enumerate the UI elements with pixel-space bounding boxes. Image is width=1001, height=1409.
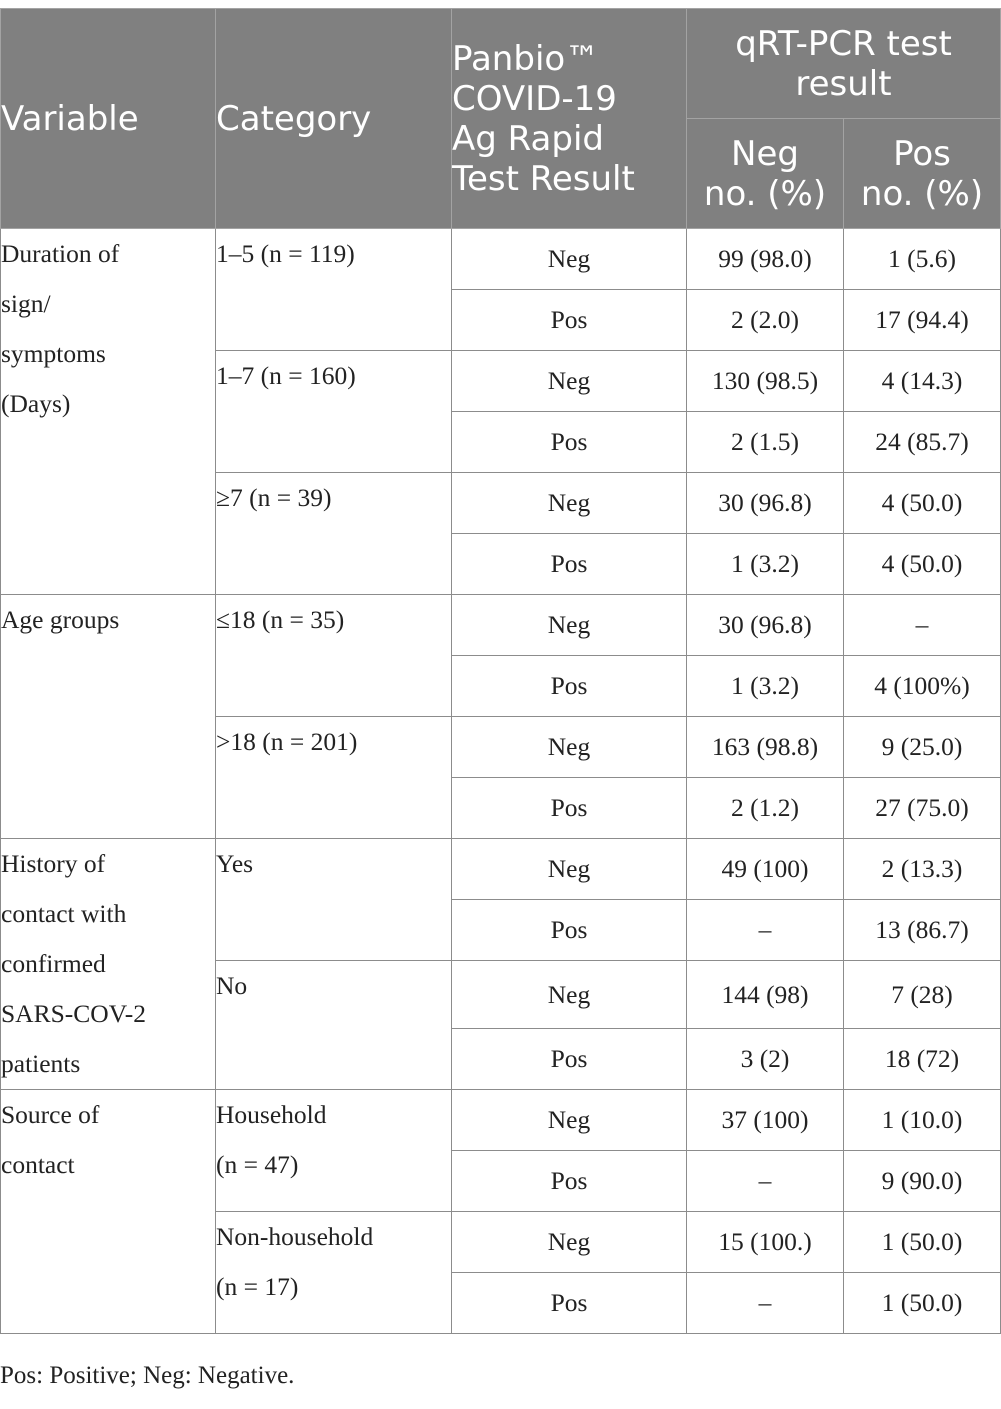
pcr-neg-cell: 163 (98.8): [687, 717, 844, 778]
variable-label-line: confirmed: [1, 949, 106, 978]
table-footnote: Pos: Positive; Neg: Negative.: [0, 1362, 295, 1389]
category-label-line: 1–7 (n = 160): [216, 361, 356, 390]
header-category: Category: [216, 9, 452, 229]
table-row: [1, 595, 1001, 656]
header-pos-line: Pos: [893, 133, 951, 174]
category-label-line: Household: [216, 1100, 327, 1129]
pcr-pos-cell: 4 (50.0): [844, 534, 1001, 595]
pcr-neg-cell: –: [687, 1273, 844, 1334]
pcr-pos-cell: 4 (50.0): [844, 473, 1001, 534]
pcr-pos-cell: 4 (14.3): [844, 351, 1001, 412]
variable-cell: [1, 595, 216, 839]
panbio-result-cell: Pos: [452, 412, 687, 473]
category-cell: [216, 1212, 452, 1334]
panbio-result-cell: Neg: [452, 839, 687, 900]
table-header: [1, 9, 1001, 229]
pcr-neg-cell: 2 (1.2): [687, 778, 844, 839]
pcr-pos-cell: 17 (94.4): [844, 290, 1001, 351]
category-label-line: ≤18 (n = 35): [216, 605, 345, 634]
variable-cell: [1, 1090, 216, 1334]
table-body: [1, 229, 1001, 1334]
category-label-line: Non-household: [216, 1222, 374, 1251]
category-label-line: (n = 47): [216, 1150, 299, 1179]
panbio-result-cell: Pos: [452, 1151, 687, 1212]
header-qrt-line: result: [795, 63, 892, 104]
variable-label-line: Duration of: [1, 239, 120, 268]
header-qrt-pcr: [687, 9, 1001, 119]
pcr-pos-cell: 24 (85.7): [844, 412, 1001, 473]
category-cell: [216, 351, 452, 473]
pcr-neg-cell: 144 (98): [687, 961, 844, 1029]
pcr-pos-cell: 9 (25.0): [844, 717, 1001, 778]
table-row: [1, 839, 1001, 900]
pcr-neg-cell: 30 (96.8): [687, 473, 844, 534]
header-panbio-line: Panbio™: [452, 38, 600, 79]
category-label-line: Yes: [216, 849, 254, 878]
pcr-neg-cell: 3 (2): [687, 1029, 844, 1090]
variable-cell: [1, 839, 216, 1090]
pcr-pos-cell: 18 (72): [844, 1029, 1001, 1090]
panbio-result-cell: Neg: [452, 717, 687, 778]
header-neg-line: no. (%): [703, 173, 827, 214]
pcr-neg-cell: 15 (100.): [687, 1212, 844, 1273]
pcr-pos-cell: 2 (13.3): [844, 839, 1001, 900]
pcr-neg-cell: 1 (3.2): [687, 656, 844, 717]
pcr-pos-cell: 1 (50.0): [844, 1212, 1001, 1273]
panbio-result-cell: Neg: [452, 351, 687, 412]
pcr-neg-cell: 99 (98.0): [687, 229, 844, 290]
panbio-result-cell: Pos: [452, 290, 687, 351]
category-cell: [216, 839, 452, 961]
category-label-line: ≥7 (n = 39): [216, 483, 332, 512]
header-panbio-line: Ag Rapid: [452, 118, 604, 159]
panbio-result-cell: Pos: [452, 1029, 687, 1090]
pcr-pos-cell: 7 (28): [844, 961, 1001, 1029]
pcr-pos-cell: 9 (90.0): [844, 1151, 1001, 1212]
pcr-pos-cell: 27 (75.0): [844, 778, 1001, 839]
category-cell: [216, 229, 452, 351]
pcr-neg-cell: 30 (96.8): [687, 595, 844, 656]
variable-label-line: patients: [1, 1049, 81, 1078]
category-cell: [216, 961, 452, 1090]
variable-label-line: Age groups: [1, 605, 120, 634]
pcr-pos-cell: 4 (100%): [844, 656, 1001, 717]
pcr-neg-cell: –: [687, 900, 844, 961]
variable-label-line: contact: [1, 1150, 75, 1179]
header-panbio-line: COVID-19: [452, 78, 617, 119]
header-pos-line: no. (%): [860, 173, 984, 214]
panbio-result-cell: Neg: [452, 595, 687, 656]
variable-label-line: (Days): [1, 389, 71, 418]
category-label-line: (n = 17): [216, 1272, 299, 1301]
category-label-line: No: [216, 971, 248, 1000]
category-cell: [216, 1090, 452, 1212]
header-qrt-line: qRT-PCR test: [735, 23, 952, 64]
category-label-line: >18 (n = 201): [216, 727, 358, 756]
variable-label-line: symptoms: [1, 339, 106, 368]
pcr-pos-cell: 1 (50.0): [844, 1273, 1001, 1334]
pcr-pos-cell: –: [844, 595, 1001, 656]
panbio-result-cell: Pos: [452, 900, 687, 961]
category-label-line: 1–5 (n = 119): [216, 239, 355, 268]
table-row: [1, 229, 1001, 290]
header-variable: Variable: [1, 9, 216, 229]
panbio-result-cell: Pos: [452, 534, 687, 595]
pcr-neg-cell: 1 (3.2): [687, 534, 844, 595]
panbio-result-cell: Pos: [452, 656, 687, 717]
variable-label-line: History of: [1, 849, 106, 878]
panbio-result-cell: Pos: [452, 778, 687, 839]
variable-label-line: contact with: [1, 899, 127, 928]
panbio-result-cell: Pos: [452, 1273, 687, 1334]
category-cell: [216, 717, 452, 839]
variable-label-line: SARS-COV-2: [1, 999, 147, 1028]
header-panbio-line: Test Result: [452, 158, 635, 199]
variable-label-line: Source of: [1, 1100, 100, 1129]
pcr-neg-cell: 2 (2.0): [687, 290, 844, 351]
pcr-pos-cell: 13 (86.7): [844, 900, 1001, 961]
results-table: [0, 8, 1001, 1334]
panbio-result-cell: Neg: [452, 473, 687, 534]
pcr-neg-cell: –: [687, 1151, 844, 1212]
panbio-result-cell: Neg: [452, 229, 687, 290]
pcr-neg-cell: 130 (98.5): [687, 351, 844, 412]
category-cell: [216, 473, 452, 595]
pcr-neg-cell: 2 (1.5): [687, 412, 844, 473]
variable-label-line: sign/: [1, 289, 51, 318]
variable-cell: [1, 229, 216, 595]
table-row: [1, 1090, 1001, 1151]
panbio-result-cell: Neg: [452, 961, 687, 1029]
panbio-result-cell: Neg: [452, 1090, 687, 1151]
header-neg: [687, 119, 844, 229]
header-neg-line: Neg: [731, 133, 799, 174]
pcr-neg-cell: 37 (100): [687, 1090, 844, 1151]
category-cell: [216, 595, 452, 717]
pcr-neg-cell: 49 (100): [687, 839, 844, 900]
header-panbio: [452, 9, 687, 229]
header-pos: [844, 119, 1001, 229]
pcr-pos-cell: 1 (10.0): [844, 1090, 1001, 1151]
panbio-result-cell: Neg: [452, 1212, 687, 1273]
pcr-pos-cell: 1 (5.6): [844, 229, 1001, 290]
